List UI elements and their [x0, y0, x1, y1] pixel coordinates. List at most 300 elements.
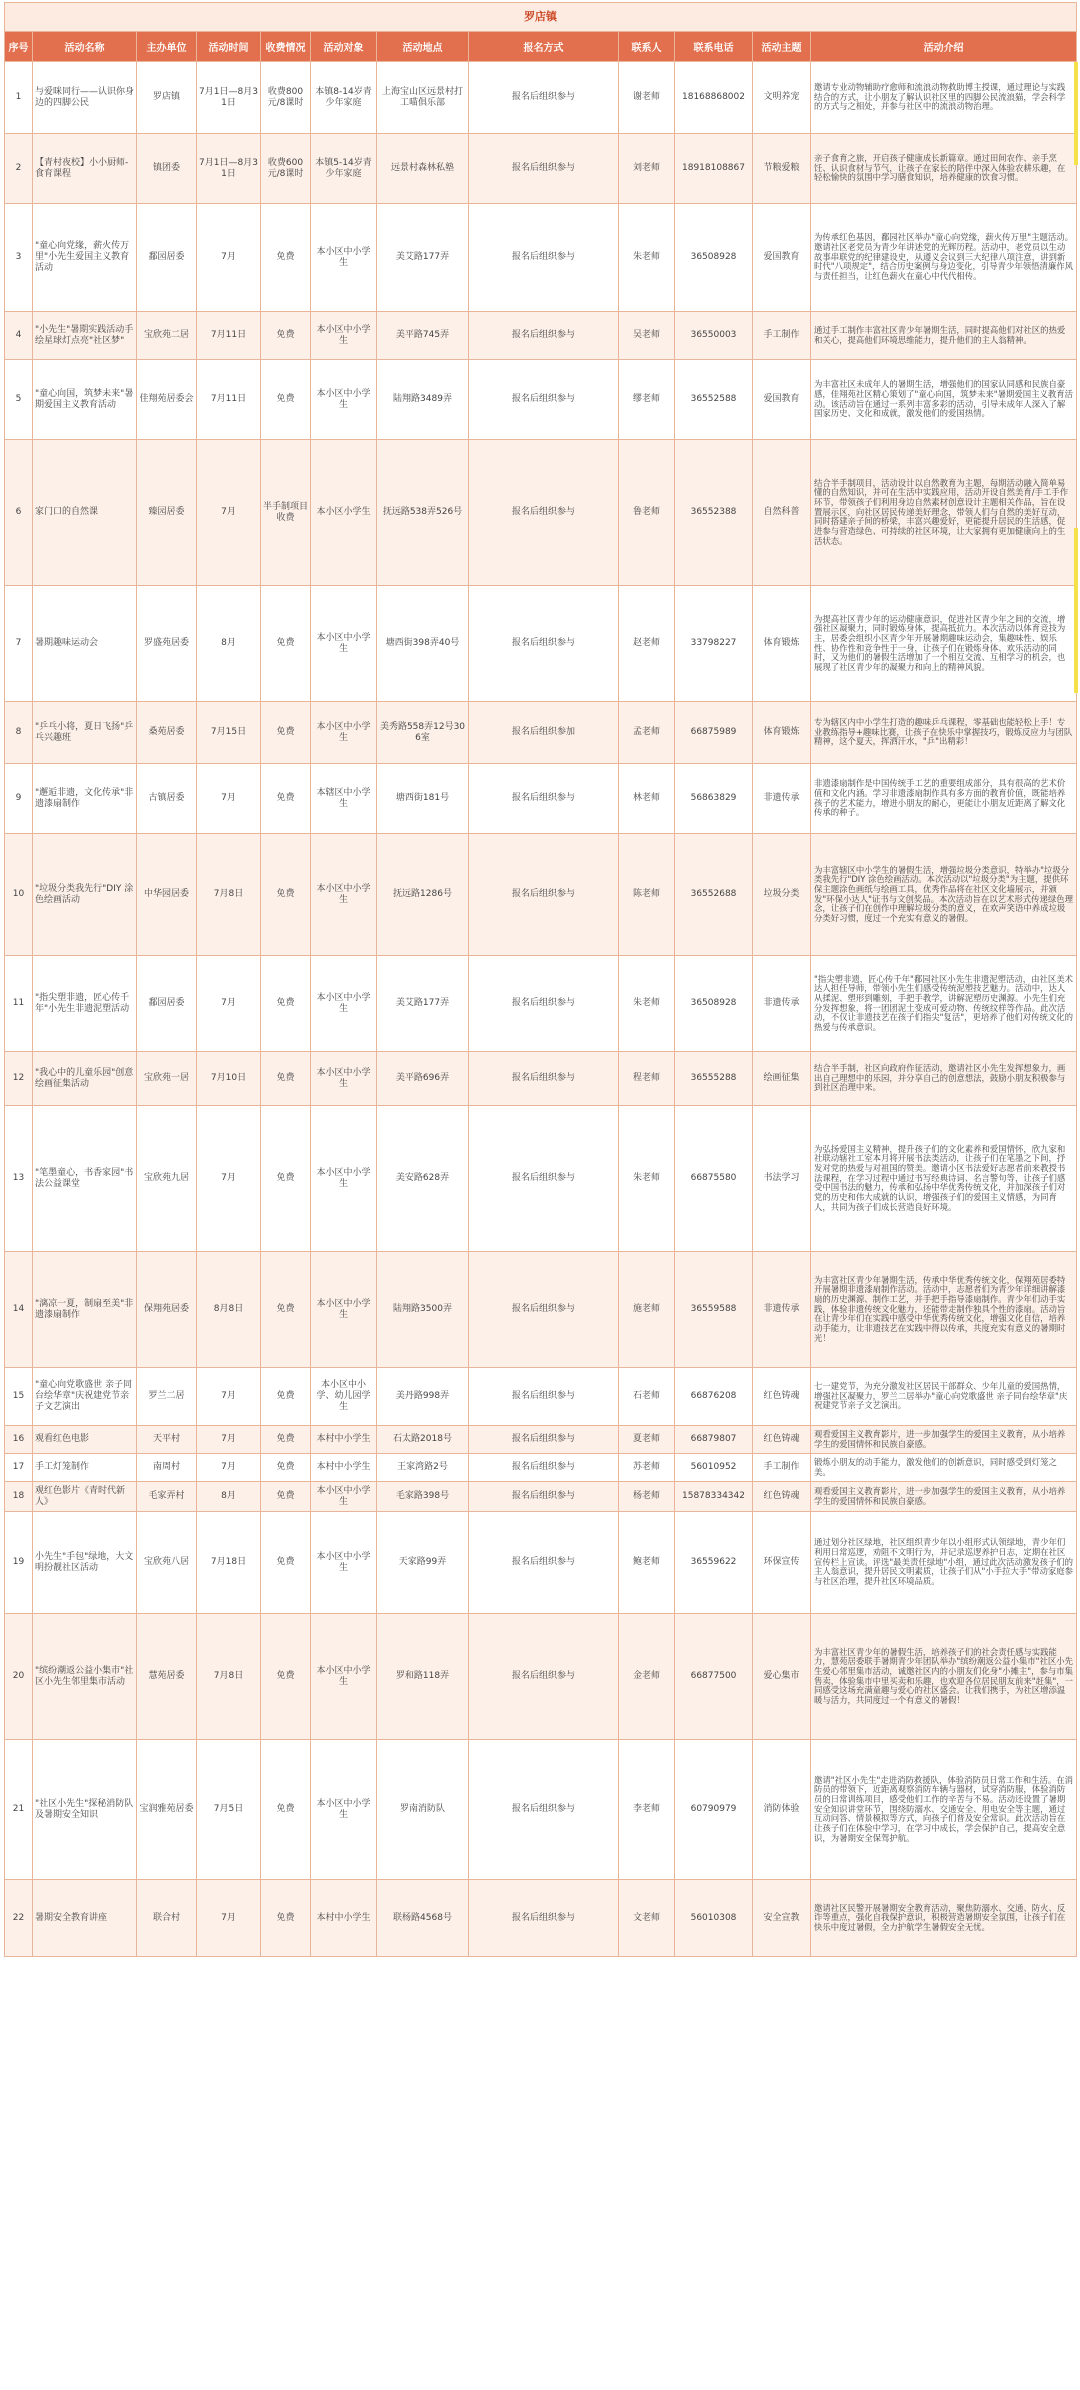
activity-theme: 非遗传承: [753, 764, 811, 834]
organizer: 中华园居委: [137, 834, 197, 956]
activity-intro: 非遗漆扇制作是中国传统手工艺的重要组成部分，具有很高的艺术价值和文化内涵。学习非遗漆扇制作具有多方面的教育价值，既能培养孩子的艺术能力，增进小朋友的耐心，更能让小朋友近距离了解文化传承的种子。: [811, 764, 1077, 834]
activity-theme: 红色铸魂: [753, 1368, 811, 1426]
activity-name: 观看红色电影: [33, 1426, 137, 1454]
activity-name: "漓凉一夏，制扇至美"非遗漆扇制作: [33, 1252, 137, 1368]
organizer: 南周村: [137, 1454, 197, 1482]
signup-method: 报名后组织参与: [469, 1106, 619, 1252]
organizer: 桑苑居委: [137, 702, 197, 764]
activity-time: 7月8日: [197, 1614, 261, 1740]
activity-name: "小先生"暑期实践活动手绘星球灯点亮"社区梦": [33, 312, 137, 360]
table-row: [5, 360, 1077, 440]
signup-method: 报名后组织参与: [469, 360, 619, 440]
target-audience: 本小区中小学生: [311, 1052, 377, 1106]
activity-intro: 结合半手制，社区向政府作征活动，邀请社区小先生发挥想象力，画出自己理想中的乐园，并分享自己的创意想法，鼓励小朋友积极参与到社区治理中来。: [811, 1052, 1077, 1106]
fee-status: 免费: [261, 1106, 311, 1252]
contact-phone: 66875989: [675, 702, 753, 764]
activity-name: "邂逅非遗，文化传承"非遗漆扇制作: [33, 764, 137, 834]
activity-intro: "指尖塑非遗，匠心传千年"鄱园社区小先生非遗泥塑活动，由社区美术达人担任导师，带领小先生们感受传统泥塑技艺魅力。活动中，达人从揉泥、塑形到雕刻，手把手教学，讲解泥塑历史渊源。小先生们充分发挥想象，将一团团泥土变成可爱动物、传统纹样等作品。此次活动，不仅让非遗技艺在孩子们指尖"复活"，更培养了他们对传统文化的热爱与传承意识。: [811, 956, 1077, 1052]
activity-intro: 邀请社区民警开展暑期安全教育活动，聚焦防溺水、交通、防火、反诈等重点，强化自我保护意识，积极营造暑期安全氛围，让孩子们在快乐中度过暑假，全力护航学生暑假安全无忧。: [811, 1880, 1077, 1957]
activity-theme: 爱心集市: [753, 1614, 811, 1740]
activity-intro: 通过手工制作丰富社区青少年暑期生活，同时提高他们对社区的热爱和关心，提高他们环境思维能力，提升他们的主人翁精神。: [811, 312, 1077, 360]
table-row: [5, 1368, 1077, 1426]
activity-intro: 为丰富社区青少年的暑假生活，培养孩子们的社会责任感与实践能力，慧苑居委联手暑期青少年团队举办"缤纷潮返公益小集市"社区小先生爱心邻里集市活动，诚邀社区内的小朋友们化身"小摊主"，参与市集售卖，体验集市中里买卖和乐趣，也欢迎各位居民朋友前来"赶集"，一同感受这场充满童趣与爱心的社区盛会。让我们携手，为社区增添温暖与活力，共同度过一个有意义的暑假！: [811, 1614, 1077, 1740]
signup-method: 报名后组织参与: [469, 1368, 619, 1426]
organizer: 宝润雅苑居委: [137, 1740, 197, 1880]
organizer: 鄱园居委: [137, 956, 197, 1052]
contact-person: 吴老师: [619, 312, 675, 360]
activity-time: 7月: [197, 440, 261, 586]
activity-time: 8月: [197, 586, 261, 702]
activity-name: "童心向党缘，薪火传万里"小先生爱国主义教育活动: [33, 204, 137, 312]
row-number: 10: [5, 834, 33, 956]
activity-name: 小先生"手包"绿地，大文明扮靓社区活动: [33, 1512, 137, 1614]
venue: 天家路99弄: [377, 1512, 469, 1614]
signup-method: 报名后组织参与: [469, 1454, 619, 1482]
contact-phone: 66877500: [675, 1614, 753, 1740]
signup-method: 报名后组织参与: [469, 1880, 619, 1957]
target-audience: 本小区中小学生: [311, 1252, 377, 1368]
signup-method: 报名后组织参与: [469, 1426, 619, 1454]
activity-intro: 为丰富辖区中小学生的暑假生活，增强垃圾分类意识，特举办"垃圾分类我先行"DIY 涂色绘画活动。本次活动以"垃圾分类"为主题，提供环保主题涂色画纸与绘画工具，优秀作品将在社区文化墙展示，并颁发"环保小达人"证书与文创奖品。本次活动旨在以艺术形式传递绿色理念，让孩子们在创作中理解垃圾分类的意义，在欢声笑语中养成垃圾分类好习惯，度过一个充实有意义的暑假。: [811, 834, 1077, 956]
target-audience: 本小区中小学生: [311, 834, 377, 956]
contact-person: 赵老师: [619, 586, 675, 702]
table-row: [5, 1482, 1077, 1512]
contact-phone: 18168868002: [675, 62, 753, 134]
fee-status: 免费: [261, 1454, 311, 1482]
contact-person: 杨老师: [619, 1482, 675, 1512]
contact-person: 施老师: [619, 1252, 675, 1368]
organizer: 罗店镇: [137, 62, 197, 134]
activity-theme: 绘画征集: [753, 1052, 811, 1106]
contact-person: 石老师: [619, 1368, 675, 1426]
activity-name: "童心向党歌盛世 亲子同台绘华章"庆祝建党节亲子文艺演出: [33, 1368, 137, 1426]
row-number: 14: [5, 1252, 33, 1368]
table-row: [5, 956, 1077, 1052]
organizer: 鄱园居委: [137, 204, 197, 312]
organizer: 毛家弄村: [137, 1482, 197, 1512]
activity-intro: 观看爱国主义教育影片，进一步加强学生的爱国主义教育，从小培养学生的爱国情怀和民族自豪感。: [811, 1426, 1077, 1454]
fee-status: 收费600元/8课时: [261, 134, 311, 204]
contact-person: 刘老师: [619, 134, 675, 204]
organizer: 罗盛苑居委: [137, 586, 197, 702]
header-cell: 收费情况: [261, 32, 311, 62]
contact-phone: 36559588: [675, 1252, 753, 1368]
venue: 陆翔路3489弄: [377, 360, 469, 440]
venue: 毛家路398号: [377, 1482, 469, 1512]
contact-person: 朱老师: [619, 204, 675, 312]
signup-method: 报名后组织参与: [469, 440, 619, 586]
contact-person: 林老师: [619, 764, 675, 834]
header-cell: 活动介绍: [811, 32, 1077, 62]
organizer: 天平村: [137, 1426, 197, 1454]
fee-status: 免费: [261, 956, 311, 1052]
row-number: 15: [5, 1368, 33, 1426]
target-audience: 本镇5-14岁青少年家庭: [311, 134, 377, 204]
fee-status: 免费: [261, 702, 311, 764]
header-cell: 活动名称: [33, 32, 137, 62]
table-row: [5, 1426, 1077, 1454]
venue: 远景村森林私塾: [377, 134, 469, 204]
fee-status: 免费: [261, 1740, 311, 1880]
venue: 美艾路177弄: [377, 204, 469, 312]
activity-time: 7月: [197, 956, 261, 1052]
activity-time: 7月8日: [197, 834, 261, 956]
activity-name: "指尖塑非遗，匠心传千年"小先生非遗泥塑活动: [33, 956, 137, 1052]
fee-status: 免费: [261, 312, 311, 360]
signup-method: 报名后组织参与: [469, 834, 619, 956]
contact-phone: 66876208: [675, 1368, 753, 1426]
activity-name: 暑期趣味运动会: [33, 586, 137, 702]
row-number: 13: [5, 1106, 33, 1252]
activity-theme: 节粮爱粮: [753, 134, 811, 204]
table-row: [5, 312, 1077, 360]
activity-intro: 为丰富社区青少年暑期生活，传承中华优秀传统文化，保翔苑居委特开展暑期非遗漆扇制作活动。活动中，志愿者们为青少年详细讲解漆扇的历史渊源、制作工艺，并手把手指导漆扇制作。青少年们动手实践，体验非遗传统文化魅力，还能带走制作独具个性的漆扇。活动旨在让青少年们在实践中感受中华优秀传统文化，增强文化自信，培养动手能力，让非遗技艺在实践中得以传承，共度充实有意义的暑期时光！: [811, 1252, 1077, 1368]
organizer: 佳翔苑居委会: [137, 360, 197, 440]
organizer: 保翔苑居委: [137, 1252, 197, 1368]
activity-theme: 爱国教育: [753, 204, 811, 312]
venue: 美安路628弄: [377, 1106, 469, 1252]
activity-intro: 为丰富社区未成年人的暑期生活，增强他们的国家认同感和民族自豪感，佳翔苑社区精心策划了"童心向国，筑梦未来"暑期爱国主义教育活动。该活动旨在通过一系列丰富多彩的活动，引导未成年人深入了解国家历史、文化和成就，激发他们的爱国热情。: [811, 360, 1077, 440]
activity-theme: 手工制作: [753, 1454, 811, 1482]
venue: 美秀路558弄12号306室: [377, 702, 469, 764]
venue: 美平路696弄: [377, 1052, 469, 1106]
activity-time: 7月1日—8月31日: [197, 134, 261, 204]
contact-phone: 36552688: [675, 834, 753, 956]
activity-theme: 非遗传承: [753, 1252, 811, 1368]
fee-status: 半手制项目收费: [261, 440, 311, 586]
contact-person: 李老师: [619, 1740, 675, 1880]
signup-method: 报名后组织参与: [469, 1252, 619, 1368]
venue: 上海宝山区远景村打工喵俱乐部: [377, 62, 469, 134]
table-row: [5, 62, 1077, 134]
target-audience: 本村中小学生: [311, 1880, 377, 1957]
organizer: 镇团委: [137, 134, 197, 204]
fee-status: 免费: [261, 1614, 311, 1740]
activity-time: 7月11日: [197, 312, 261, 360]
table-row: [5, 764, 1077, 834]
signup-method: 报名后组织参与: [469, 1740, 619, 1880]
title-row: [5, 3, 1077, 32]
row-number: 22: [5, 1880, 33, 1957]
contact-person: 鲁老师: [619, 440, 675, 586]
contact-phone: 36552588: [675, 360, 753, 440]
target-audience: 本小区中小学生: [311, 956, 377, 1052]
contact-phone: 66875580: [675, 1106, 753, 1252]
table-row: [5, 702, 1077, 764]
fee-status: 免费: [261, 764, 311, 834]
organizer: 慧苑居委: [137, 1614, 197, 1740]
row-number: 20: [5, 1614, 33, 1740]
activity-theme: 自然科普: [753, 440, 811, 586]
row-number: 18: [5, 1482, 33, 1512]
activity-theme: 文明养宠: [753, 62, 811, 134]
activity-time: 7月5日: [197, 1740, 261, 1880]
contact-phone: 36555288: [675, 1052, 753, 1106]
activity-theme: 体育锻炼: [753, 586, 811, 702]
header-row: [5, 32, 1077, 62]
organizer: 臻园居委: [137, 440, 197, 586]
activity-time: 7月: [197, 204, 261, 312]
header-cell: 序号: [5, 32, 33, 62]
target-audience: 本村中小学生: [311, 1426, 377, 1454]
activity-theme: 非遗传承: [753, 956, 811, 1052]
activity-theme: 环保宣传: [753, 1512, 811, 1614]
activity-name: "社区小先生"探秘消防队及暑期安全知识: [33, 1740, 137, 1880]
header-cell: 主办单位: [137, 32, 197, 62]
contact-person: 文老师: [619, 1880, 675, 1957]
organizer: 罗兰二居: [137, 1368, 197, 1426]
table-row: [5, 1880, 1077, 1957]
activity-theme: 体育锻炼: [753, 702, 811, 764]
table-row: [5, 1512, 1077, 1614]
contact-phone: 56010308: [675, 1880, 753, 1957]
contact-person: 夏老师: [619, 1426, 675, 1454]
header-cell: 报名方式: [469, 32, 619, 62]
fee-status: 免费: [261, 1482, 311, 1512]
activity-intro: 锻炼小朋友的动手能力，激发他们的创新意识，同时感受到灯笼之美。: [811, 1454, 1077, 1482]
row-number: 17: [5, 1454, 33, 1482]
signup-method: 报名后组织参与: [469, 764, 619, 834]
row-number: 6: [5, 440, 33, 586]
activity-table: [4, 2, 1077, 1957]
venue: 抚远路538弄526号: [377, 440, 469, 586]
signup-method: 报名后组织参与: [469, 956, 619, 1052]
venue: 美艾路177弄: [377, 956, 469, 1052]
target-audience: 本小区中小学生: [311, 1482, 377, 1512]
fee-status: 免费: [261, 1426, 311, 1454]
table-row: [5, 204, 1077, 312]
venue: 塘西街398弄40号: [377, 586, 469, 702]
activity-theme: 安全宣教: [753, 1880, 811, 1957]
activity-intro: 邀请专业动物辅助疗愈师和流浪动物救助博主授课，通过理论与实践结合的方式，让小朋友了解认识社区里的四脚公民流浪猫，学会科学的方式与之相处，并参与社区中的流浪动物治理。: [811, 62, 1077, 134]
activity-intro: 亲子食育之旅，开启孩子健康成长新篇章。通过田间农作、亲手烹饪、认识食材与节气，让孩子在家长的陪伴中深入体验农耕乐趣，在轻松愉快的氛围中学习膳食知识，培养健康的饮食习惯。: [811, 134, 1077, 204]
organizer: 宝欣苑九居: [137, 1106, 197, 1252]
signup-method: 报名后组织参与: [469, 204, 619, 312]
target-audience: 本小区中小学、幼儿园学生: [311, 1368, 377, 1426]
contact-phone: 36508928: [675, 204, 753, 312]
header-cell: 活动对象: [311, 32, 377, 62]
highlight-marker: [1074, 62, 1078, 165]
venue: 王家湾路2号: [377, 1454, 469, 1482]
fee-status: 免费: [261, 1512, 311, 1614]
activity-name: "垃圾分类我先行"DIY 涂色绘画活动: [33, 834, 137, 956]
activity-name: "缤纷潮返公益小集市"社区小先生邻里集市活动: [33, 1614, 137, 1740]
activity-intro: 专为辖区内中小学生打造的趣味乒乓课程，零基础也能轻松上手！专业教练指导+趣味比赛，让孩子在快乐中掌握技巧，锻炼反应力与团队精神，这个夏天，挥洒汗水，"乒"出精彩！: [811, 702, 1077, 764]
organizer: 古镇居委: [137, 764, 197, 834]
activity-time: 7月: [197, 1106, 261, 1252]
contact-person: 苏老师: [619, 1454, 675, 1482]
signup-method: 报名后组织参与: [469, 1512, 619, 1614]
activity-time: 7月: [197, 1880, 261, 1957]
contact-person: 谢老师: [619, 62, 675, 134]
contact-phone: 15878334342: [675, 1482, 753, 1512]
table-row: [5, 134, 1077, 204]
activity-time: 7月: [197, 1454, 261, 1482]
signup-method: 报名后组织参与: [469, 62, 619, 134]
target-audience: 本村中小学生: [311, 1454, 377, 1482]
fee-status: 免费: [261, 1052, 311, 1106]
activity-time: 7月1日—8月31日: [197, 62, 261, 134]
activity-theme: 手工制作: [753, 312, 811, 360]
activity-intro: 为提高社区青少年的运动健康意识，促进社区青少年之间的交流，增强社区凝聚力，同时锻炼身体，提高抵抗力。本次活动以体育竞技为主，居委会组织小区青少年开展暑期趣味运动会，集趣味性、娱乐性、协作性和竞争性于一身，让孩子们在锻炼身体、欢乐活动的同时，又为他们的暑假生活增加了一个相互交流、互相学习的机会，也展现了社区青少年的凝聚力和向上的精神风貌。: [811, 586, 1077, 702]
contact-phone: 56010952: [675, 1454, 753, 1482]
fee-status: 收费800元/8课时: [261, 62, 311, 134]
venue: 罗和路118弄: [377, 1614, 469, 1740]
activity-time: 8月8日: [197, 1252, 261, 1368]
contact-person: 缪老师: [619, 360, 675, 440]
row-number: 4: [5, 312, 33, 360]
table-row: [5, 1614, 1077, 1740]
venue: 塘西街181号: [377, 764, 469, 834]
activity-theme: 红色铸魂: [753, 1426, 811, 1454]
activity-name: 观红色影片《青时代新人》: [33, 1482, 137, 1512]
contact-phone: 36508928: [675, 956, 753, 1052]
fee-status: 免费: [261, 1880, 311, 1957]
contact-person: 陈老师: [619, 834, 675, 956]
activity-name: "我心中的儿童乐园"创意绘画征集活动: [33, 1052, 137, 1106]
table-row: [5, 1740, 1077, 1880]
organizer: 宝欣苑八居: [137, 1512, 197, 1614]
venue: 美丹路998弄: [377, 1368, 469, 1426]
activity-name: "乒乓小将，夏日飞扬"乒乓兴趣班: [33, 702, 137, 764]
signup-method: 报名后组织参与: [469, 312, 619, 360]
venue: 抚远路1286号: [377, 834, 469, 956]
activity-name: 与爱咪同行——认识你身边的四脚公民: [33, 62, 137, 134]
organizer: 宝欣苑二居: [137, 312, 197, 360]
activity-theme: 爱国教育: [753, 360, 811, 440]
target-audience: 本小区中小学生: [311, 204, 377, 312]
activity-name: 家门口的自然课: [33, 440, 137, 586]
signup-method: 报名后组织参与: [469, 1052, 619, 1106]
contact-person: 孟老师: [619, 702, 675, 764]
contact-person: 朱老师: [619, 956, 675, 1052]
fee-status: 免费: [261, 360, 311, 440]
contact-person: 金老师: [619, 1614, 675, 1740]
contact-person: 程老师: [619, 1052, 675, 1106]
table-row: [5, 1252, 1077, 1368]
header-cell: 活动时间: [197, 32, 261, 62]
venue: 陆翔路3500弄: [377, 1252, 469, 1368]
header-cell: 活动地点: [377, 32, 469, 62]
row-number: 2: [5, 134, 33, 204]
activity-theme: 垃圾分类: [753, 834, 811, 956]
contact-phone: 56863829: [675, 764, 753, 834]
fee-status: 免费: [261, 586, 311, 702]
row-number: 8: [5, 702, 33, 764]
target-audience: 本小区小学生: [311, 440, 377, 586]
activity-intro: 为弘扬爱国主义精神，提升孩子们的文化素养和爱国情怀，欣九家和社联动辖社工室本月将开展书法类活动，让孩子们在笔墨之下间，抒发对党的热爱与对祖国的赞美。邀请小区书法爱好志愿者前来教授书法课程，在学习过程中通过书写经典诗词、名言警句等，让孩子们感受中国书法的魅力，传承和弘扬中华优秀传统文化，并加深孩子们对党的历史和伟大成就的认识，增强孩子们的爱国主义情感，为同育人，共同为孩子们成长营造良好环境。: [811, 1106, 1077, 1252]
table-row: [5, 440, 1077, 586]
signup-method: 报名后组织参与: [469, 134, 619, 204]
target-audience: 本辖区中小学生: [311, 764, 377, 834]
activity-intro: 观看爱国主义教育影片，进一步加强学生的爱国主义教育，从小培养学生的爱国情怀和民族自豪感。: [811, 1482, 1077, 1512]
activity-name: 手工灯笼制作: [33, 1454, 137, 1482]
contact-phone: 18918108867: [675, 134, 753, 204]
activity-time: 7月: [197, 1426, 261, 1454]
activity-intro: 为传承红色基因，鄱园社区举办"童心向党缘，薪火传万里"主题活动。邀请社区老党员为青少年讲述党的光辉历程。活动中，老党员以生动故事串联党的纪律建设史，从遵义会议到三大纪律八项注意，讲到新时代"八项规定"，结合历史案例与身边变化，引导青少年领悟清廉作风与责任担当，让红色薪火在童心中代代相传。: [811, 204, 1077, 312]
activity-intro: 通过划分社区绿地，社区组织青少年以小组形式认领绿地，青少年们利用日常巡逻，劝阻不文明行为，并记录巡逻养护日志，定期在社区宣传栏上宣读。评选"最美责任绿地"小组，通过此次活动激发孩子们的主人翁意识，提升居民文明素质，让孩子们从"小手拉大手"带动家庭参与社区治理，提升社区环境品质。: [811, 1512, 1077, 1614]
table-body: [5, 62, 1077, 1957]
contact-person: 朱老师: [619, 1106, 675, 1252]
activity-name: 暑期安全教育讲座: [33, 1880, 137, 1957]
activity-time: 7月: [197, 764, 261, 834]
row-number: 3: [5, 204, 33, 312]
venue: 联杨路4568号: [377, 1880, 469, 1957]
table-title: 罗店镇: [5, 3, 1077, 32]
target-audience: 本小区中小学生: [311, 1512, 377, 1614]
contact-phone: 36559622: [675, 1512, 753, 1614]
table-row: [5, 1052, 1077, 1106]
venue: 美平路745弄: [377, 312, 469, 360]
target-audience: 本小区中小学生: [311, 1614, 377, 1740]
activity-intro: 邀请"社区小先生"走进消防救援队，体验消防员日常工作和生活。在消防员的带领下，近距离观察消防车辆与器材，试穿消防服，体验消防员的日常训练项目，感受他们工作的辛苦与不易。活动还设置了暑期安全知识讲堂环节，围绕防溺水、交通安全、用电安全等主题，通过互动问答、情景模拟等方式，向孩子们普及安全常识。此次活动旨在让孩子们在体验中学习，在学习中成长，学会保护自己，提高安全意识，为暑期安全保驾护航。: [811, 1740, 1077, 1880]
activity-name: "笔墨童心，书香家园"书法公益课堂: [33, 1106, 137, 1252]
activity-time: 7月11日: [197, 360, 261, 440]
signup-method: 报名后组织参与: [469, 1614, 619, 1740]
signup-method: 报名后组织参加: [469, 702, 619, 764]
organizer: 宝欣苑一居: [137, 1052, 197, 1106]
contact-phone: 60790979: [675, 1740, 753, 1880]
target-audience: 本小区中小学生: [311, 312, 377, 360]
row-number: 9: [5, 764, 33, 834]
row-number: 7: [5, 586, 33, 702]
target-audience: 本小区中小学生: [311, 1106, 377, 1252]
target-audience: 本小区中小学生: [311, 360, 377, 440]
highlight-marker: [1074, 528, 1078, 693]
venue: 罗南消防队: [377, 1740, 469, 1880]
header-cell: 活动主题: [753, 32, 811, 62]
row-number: 1: [5, 62, 33, 134]
fee-status: 免费: [261, 1368, 311, 1426]
target-audience: 本小区中小学生: [311, 1740, 377, 1880]
table-row: [5, 1106, 1077, 1252]
venue: 石太路2018号: [377, 1426, 469, 1454]
activity-time: 7月: [197, 1368, 261, 1426]
fee-status: 免费: [261, 834, 311, 956]
table-row: [5, 586, 1077, 702]
header-cell: 联系电话: [675, 32, 753, 62]
row-number: 19: [5, 1512, 33, 1614]
header-cell: 联系人: [619, 32, 675, 62]
contact-person: 鲍老师: [619, 1512, 675, 1614]
contact-phone: 66879807: [675, 1426, 753, 1454]
table-row: [5, 834, 1077, 956]
contact-phone: 33798227: [675, 586, 753, 702]
target-audience: 本镇8-14岁青少年家庭: [311, 62, 377, 134]
activity-intro: 七一建党节，为充分激发社区居民干部群众、少年儿童的爱国热情，增强社区凝聚力，罗兰二居举办"童心向党歌盛世 亲子同台绘华章"庆祝建党节亲子文艺演出。: [811, 1368, 1077, 1426]
organizer: 联合村: [137, 1880, 197, 1957]
activity-theme: 消防体验: [753, 1740, 811, 1880]
fee-status: 免费: [261, 1252, 311, 1368]
signup-method: 报名后组织参与: [469, 1482, 619, 1512]
row-number: 21: [5, 1740, 33, 1880]
signup-method: 报名后组织参与: [469, 586, 619, 702]
table-row: [5, 1454, 1077, 1482]
fee-status: 免费: [261, 204, 311, 312]
contact-phone: 36550003: [675, 312, 753, 360]
target-audience: 本小区中小学生: [311, 702, 377, 764]
activity-name: "童心向国，筑梦未来"暑期爱国主义教育活动: [33, 360, 137, 440]
activity-theme: 红色铸魂: [753, 1482, 811, 1512]
activity-theme: 书法学习: [753, 1106, 811, 1252]
row-number: 11: [5, 956, 33, 1052]
activity-intro: 结合半手制项目，活动设计以自然教育为主题，每期活动融入简单易懂的自然知识，并可在生活中实践应用，活动开设自然美育/手工手作环节，带领孩子们利用身边自然素材创意设计主题相关作品，旨在设置展示区，向社区居民传递美好理念，带领人们与自然的美好互动，同时搭建亲子间的桥梁，丰富兴趣爱好，更能提升居民的生活感，促进参与营造绿色、可持续的社区环境，让大家拥有更加健康向上的生活状态。: [811, 440, 1077, 586]
target-audience: 本小区中小学生: [311, 586, 377, 702]
row-number: 5: [5, 360, 33, 440]
activity-time: 7月10日: [197, 1052, 261, 1106]
row-number: 12: [5, 1052, 33, 1106]
activity-time: 8月: [197, 1482, 261, 1512]
